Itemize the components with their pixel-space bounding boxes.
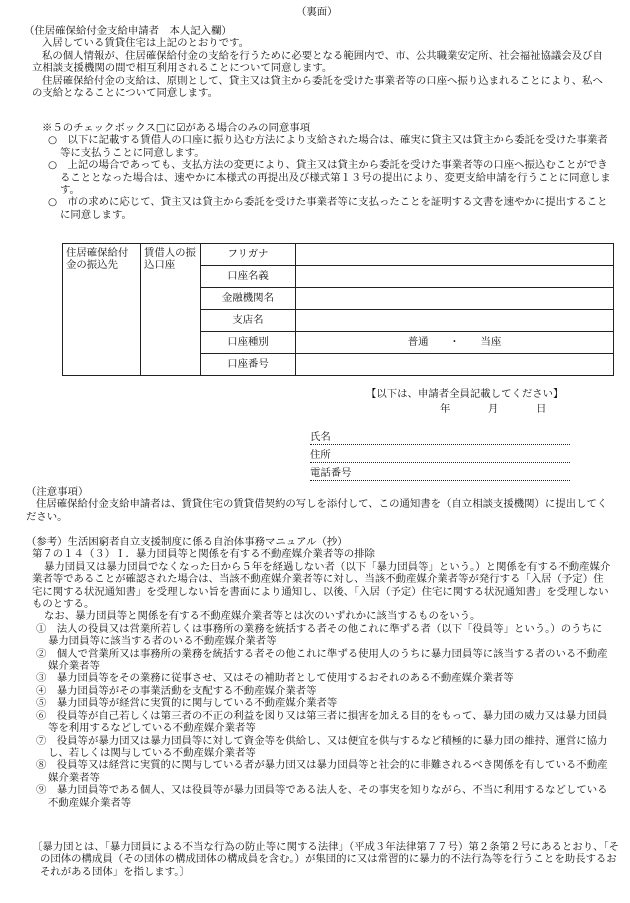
- name-line[interactable]: [310, 431, 570, 445]
- consent-item: ○ 以下に記載する賃借人の口座に振り込む方法により支給された場合は、確実に貸主又は貸主から委託を受けた事業者等に支払うことに同意します。: [48, 134, 608, 159]
- reference-section: [26, 536, 612, 809]
- date-year-label: 年: [440, 403, 451, 415]
- reference-paragraph: 暴力団員又は暴力団員でなくなった日から５年を経過しない者（以下「暴力団員等」という。）と関係を有する不動産媒介業者等であることが確認された場合は、当該不動産媒介業者等に対し、当該不動産媒介業者等が発行する「入居（予定）住宅に関する状況通知書」を受理しない旨を書面により通知し、以後、「入居（予定）住宅に関する状況通知書」を受理しないものとする。: [32, 560, 611, 611]
- reference-footnote: 〔暴力団とは、「暴力団員による不当な行為の防止等に関する法律」（平成３年法律第７７号）第２条第２号にあるとおり、「その団体の構成員（その団体の構成団体の構成員を含む。）が集団的に又は常習的に暴力的不法行為等を行うことを助長するおそれがある団体」を指します。〕: [32, 841, 620, 878]
- reference-item: ⑥ 役員等が自己若しくは第三者の不正の利益を図り又は第三者に損害を加える目的をもって、暴力団の威力又は暴力団員等を利用するなどしている不動産媒介業者等: [36, 709, 608, 735]
- account-number-label: 口座番号: [201, 354, 296, 376]
- page-heading: （裏面）: [296, 6, 338, 18]
- applicant-header: （住居確保給付金支給申請者 本人記入欄）: [24, 25, 232, 37]
- account-holder-field[interactable]: [296, 266, 614, 288]
- reference-item: ① 法人の役員又は営業所若しくは事務所の業務を統括する者その他これに準ずる者（以下「役員等」という。）のうちに暴力団員等に該当する者のいる不動産媒介業者等: [36, 622, 603, 648]
- applicant-paragraph: 私の個人情報が、住居確保給付金の支給を行うために必要となる範囲内で、市、公共職業安定所、社会福祉協議会及び自立相談支援機関の間で相互利用されることについて同意します。: [32, 49, 603, 75]
- address-line[interactable]: [310, 449, 570, 463]
- reference-item: ④ 暴力団員等がその事業活動を支配する不動産媒介業者等: [36, 684, 317, 697]
- reference-header: （参考）生活困窮者自立支援制度に係る自治体事務マニュアル（抄）: [26, 536, 348, 548]
- reference-paragraph: なお、暴力団員等と関係を有する不動産媒介業者等とは次のいずれかに該当するものをいう。: [44, 610, 481, 623]
- consent-section: [42, 122, 612, 221]
- reference-item: ⑧ 役員等又は経営に実質的に関与している者が暴力団又は暴力団員等と社会的に非難されるべき関係を有している不動産媒介業者等: [36, 759, 608, 784]
- reference-section-title: 第７の１４（３）Ｉ．暴力団員等と関係を有する不動産媒介業者等の排除: [32, 548, 375, 561]
- bank-name-label: 金融機関名: [201, 288, 296, 310]
- account-holder-label: 口座名義: [201, 266, 296, 288]
- branch-name-field[interactable]: [296, 310, 614, 332]
- furigana-label: フリガナ: [201, 244, 296, 266]
- name-label: 氏名: [310, 431, 331, 443]
- applicant-section: [24, 25, 612, 100]
- tenant-account-label: 賃借人の振込口座: [141, 244, 201, 376]
- bank-name-field[interactable]: [296, 288, 614, 310]
- applicant-paragraph: 入居している賃貸住宅は上記のとおりです。: [42, 37, 249, 50]
- reference-item: ③ 暴力団員等をその業務に従事させ、又はその補助者として使用するおそれのある不動産媒介業者等: [36, 672, 514, 685]
- branch-name-label: 支店名: [201, 310, 296, 332]
- account-type-field[interactable]: 普通 ・ 当座: [296, 332, 614, 354]
- date-day-label: 日: [536, 403, 547, 415]
- phone-line[interactable]: [310, 467, 570, 481]
- furigana-field[interactable]: [296, 244, 614, 266]
- consent-header: ※５のチェックボックス□に☑がある場合のみの同意事項: [42, 122, 311, 134]
- notes-text: 住居確保給付金支給申請者は、賃貸住宅の賃貸借契約の写しを添付して、この通知書を（自立相談支援機関）に提出してください。: [26, 498, 608, 523]
- applicant-paragraph: 住居確保給付金の支給は、原則として、貸主又は貸主から委託を受けた事業者等の口座へ振り込まれることにより、私への支給となることについて同意します。: [32, 74, 603, 100]
- all-applicants-note: 【以下は、申請者全員記載してください】: [366, 388, 564, 400]
- consent-item: ○ 上記の場合であっても、支払方法の変更により、貸主又は貸主から委託を受けた事業者等の口座へ振込むことができることとなった場合は、速やかに本様式の再提出及び様式第１３号の提出により、変更支給申請を行うことに同意します。: [48, 159, 611, 197]
- phone-label: 電話番号: [310, 467, 352, 479]
- date-month-label: 月: [488, 403, 499, 415]
- reference-item: ⑤ 暴力団員等が経営に実質的に関与している不動産媒介業者等: [36, 697, 338, 710]
- reference-item: ⑨ 暴力団員等である個人、又は役員等が暴力団員等である法人を、その事実を知りながら、不当に利用するなどしている不動産媒介業者等: [36, 784, 608, 809]
- reference-item: ② 個人で営業所又は事務所の業務を統括する者その他これに準ずる使用人のうちに暴力団員等に該当する者のいる不動産媒介業者等: [36, 647, 608, 673]
- reference-item: ⑦ 役員等が暴力団又は暴力団員等に対して資金等を供給し、又は便宜を供与するなど積極的に暴力団の維持、運営に協力し、若しくは関与している不動産媒介業者等: [36, 734, 608, 759]
- account-type-label: 口座種別: [201, 332, 296, 354]
- payee-label: 住居確保給付金の振込先: [63, 244, 141, 376]
- account-number-field[interactable]: [296, 354, 614, 376]
- consent-item: ○ 市の求めに応じて、貸主又は貸主から委託を受けた事業者等に支払ったことを証明する文書を速やかに提出することに同意します。: [48, 196, 608, 221]
- notes-section: [26, 486, 612, 523]
- address-label: 住所: [310, 449, 331, 461]
- notes-header: （注意事項）: [26, 486, 89, 498]
- bank-account-table: [62, 243, 614, 376]
